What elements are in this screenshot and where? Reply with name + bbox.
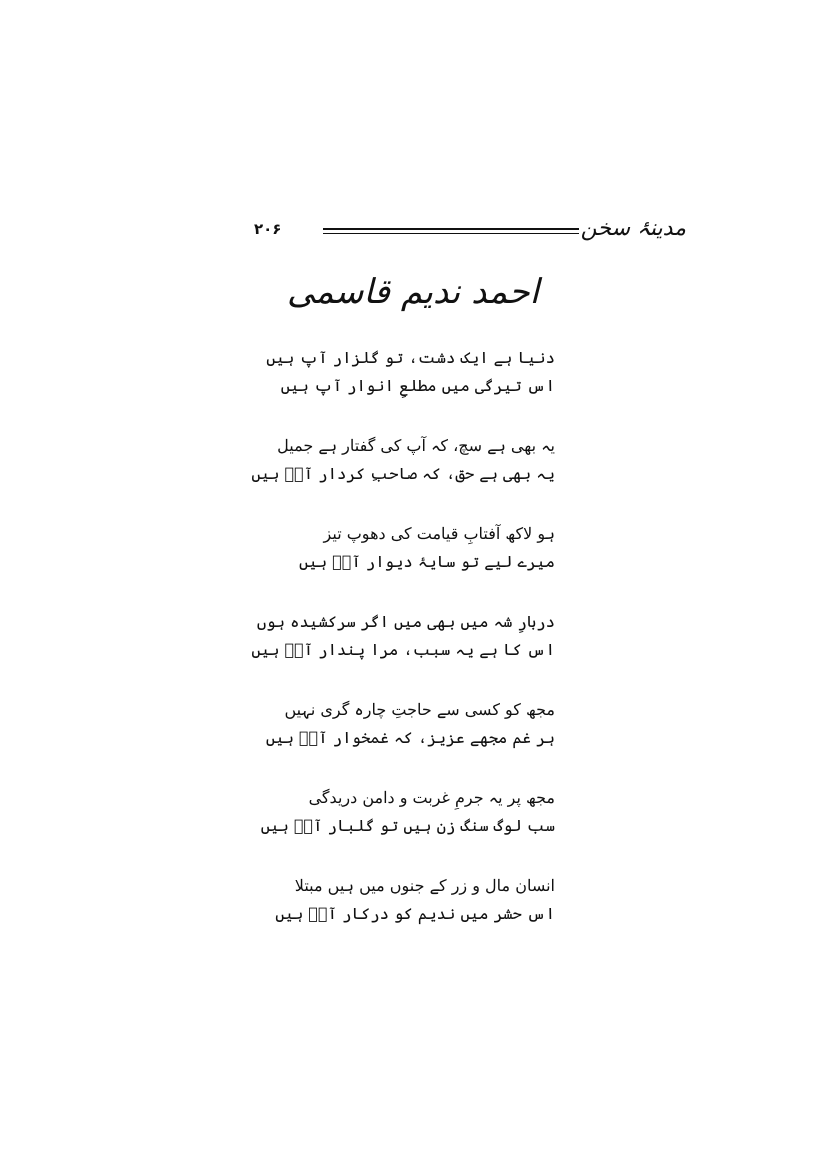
verse-line: اس تیرگی میں مطلعِ انوار آپ ہیں xyxy=(280,376,555,395)
couplet xyxy=(251,608,555,696)
verse-line: یہ بھی ہے سچ، کہ آپ کی گفتار ہے جمیل xyxy=(277,436,555,455)
couplet xyxy=(265,696,555,784)
poet-title: احمد ندیم قاسمی xyxy=(286,272,540,312)
couplet xyxy=(260,784,555,872)
poem xyxy=(251,344,555,960)
verse-line: مجھ پر یہ جرمِ غربت و دامن دریدگی xyxy=(308,788,555,807)
couplet xyxy=(275,872,555,960)
verse-line: دربارِ شہ میں بھی میں اگر سرکشیدہ ہوں xyxy=(256,612,555,631)
couplet xyxy=(251,432,555,520)
verse-line: میرے لیے تو سایۂ دیوار آپؐ ہیں xyxy=(299,552,555,571)
header-rule-top xyxy=(323,228,579,230)
verse-line: ہر غم مجھے عزیز، کہ غمخوار آپؐ ہیں xyxy=(265,728,555,747)
verse-line: مجھ کو کسی سے حاجتِ چارہ گری نہیں xyxy=(284,700,555,719)
page-number: ۲۰۶ xyxy=(254,220,282,238)
verse-line: اس کا ہے یہ سبب، مرا پندار آپؐ ہیں xyxy=(251,640,555,659)
verse-line: اس حشر میں ندیم کو درکار آپؐ ہیں xyxy=(275,904,555,923)
header-rule-bottom xyxy=(323,233,579,234)
verse-line: دنیا ہے ایک دشت، تو گلزار آپ ہیں xyxy=(266,348,555,367)
verse-line: سب لوگ سنگ زن ہیں تو گلبار آپؐ ہیں xyxy=(260,816,555,835)
page-header xyxy=(0,218,826,248)
verse-line: یہ بھی ہے حق، کہ صاحبِ کردار آپؐ ہیں xyxy=(251,464,555,483)
couplet xyxy=(266,344,555,432)
verse-line: انسان مال و زر کے جنوں میں ہیں مبتلا xyxy=(294,876,555,895)
verse-line: ہو لاکھ آفتابِ قیامت کی دھوپ تیز xyxy=(323,524,555,543)
couplet xyxy=(300,520,555,608)
running-head: مدینۂ سخن xyxy=(580,216,686,241)
